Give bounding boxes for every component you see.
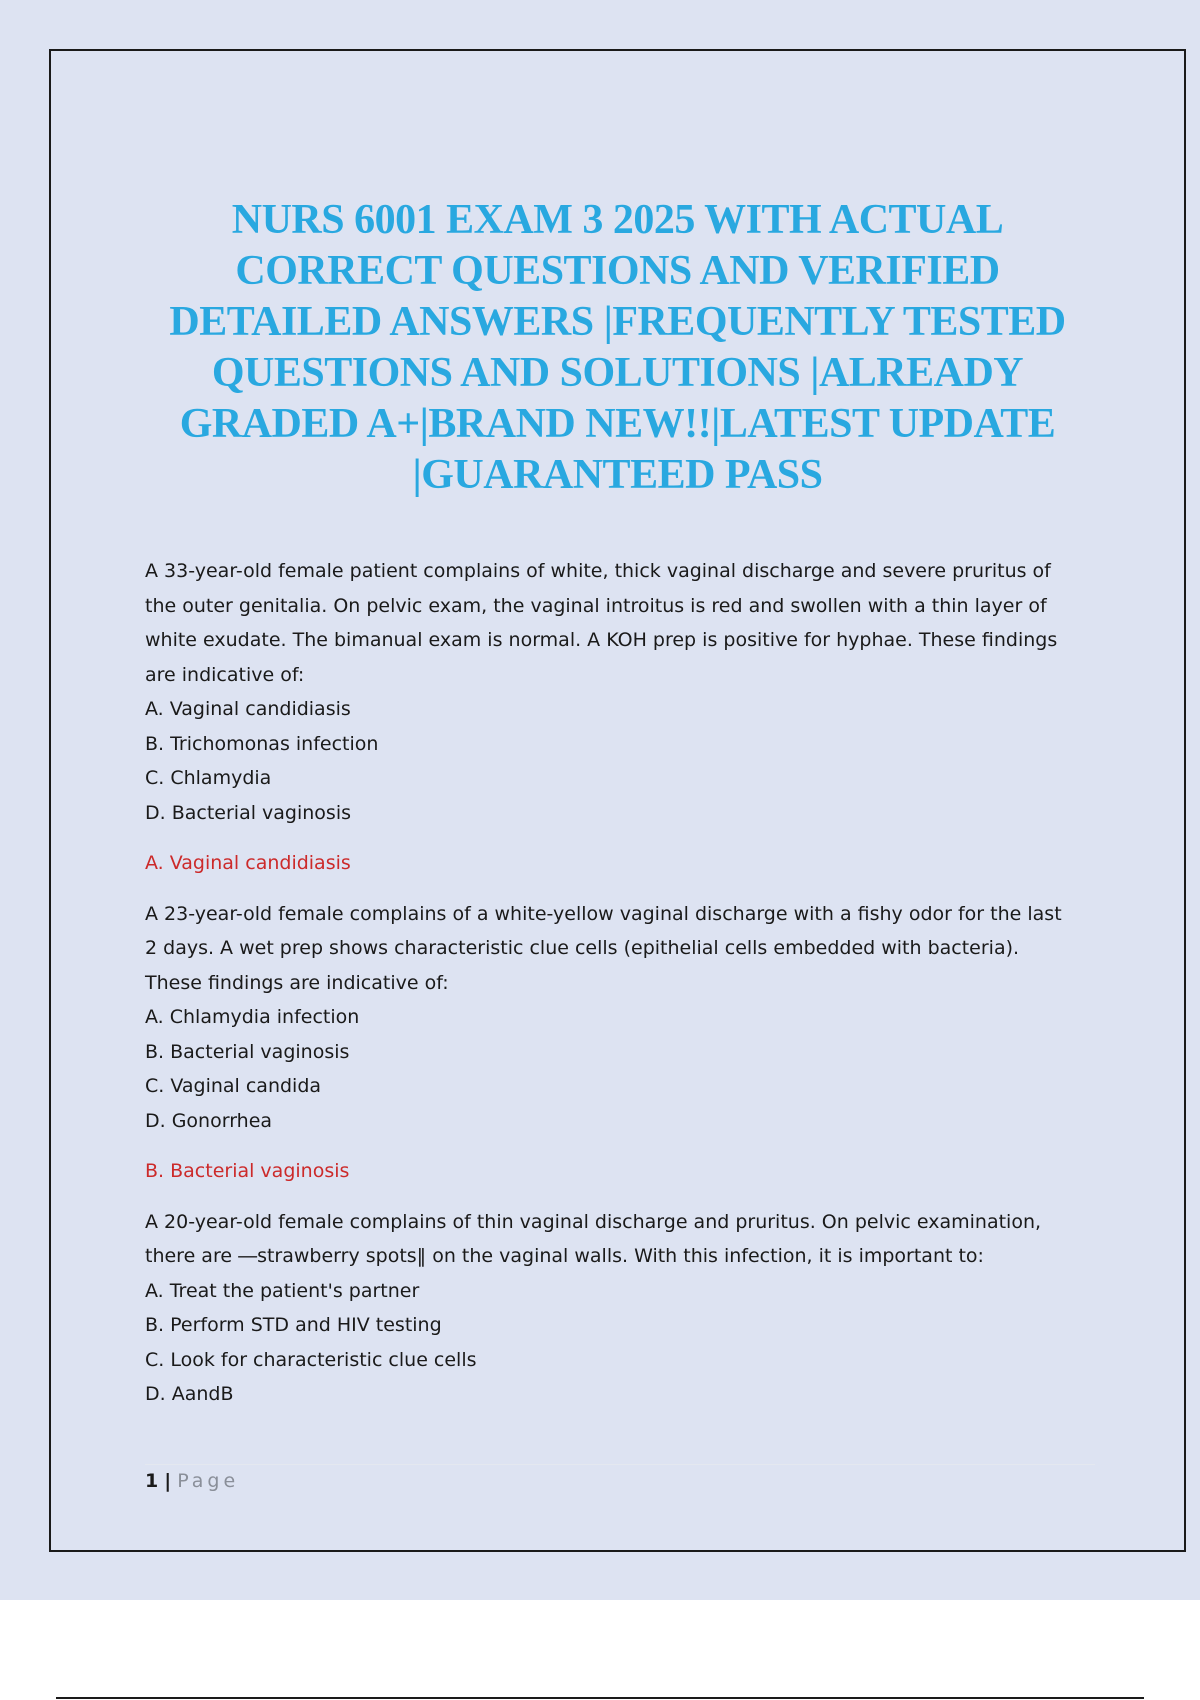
title-line: QUESTIONS AND SOLUTIONS |ALREADY xyxy=(211,350,1024,396)
option-d: D. AandB xyxy=(145,1383,234,1405)
correct-answer: A. Vaginal candidiasis xyxy=(145,852,351,874)
question-list xyxy=(145,554,1095,1412)
option-d: D. Gonorrhea xyxy=(145,1109,273,1132)
question-1 xyxy=(145,554,1095,881)
option-d: D. Bacterial vaginosis xyxy=(145,801,351,824)
title-line: CORRECT QUESTIONS AND VERIFIED xyxy=(235,248,1000,294)
question-text: 2 days. A wet prep shows characteristic clue cells (epithelial cells embedded with bacteria). xyxy=(145,937,1020,959)
question-text: there are ―strawberry spots‖ on the vaginal walls. With this infection, it is important to: xyxy=(145,1245,984,1267)
question-text: A 20-year-old female complains of thin vaginal discharge and pruritus. On pelvic examination, xyxy=(145,1210,1042,1233)
option-c: C. Chlamydia xyxy=(145,767,272,789)
question-text: A 23-year-old female complains of a white-yellow vaginal discharge with a fishy odor for the last xyxy=(145,902,1062,925)
question-text: the outer genitalia. On pelvic exam, the vaginal introitus is red and swollen with a thin layer of xyxy=(145,594,1047,617)
question-3 xyxy=(145,1205,1095,1412)
page-label: Page xyxy=(177,1470,240,1492)
option-b: B. Bacterial vaginosis xyxy=(145,1040,350,1063)
title-line: NURS 6001 EXAM 3 2025 WITH ACTUAL xyxy=(231,197,1004,243)
page-number: 1 xyxy=(145,1470,159,1492)
next-page-divider xyxy=(56,1697,1144,1699)
question-text: white exudate. The bimanual exam is normal. A KOH prep is positive for hyphae. These findings xyxy=(145,629,1058,651)
question-text: are indicative of: xyxy=(145,663,305,686)
document-title xyxy=(120,195,1115,501)
option-a: A. Chlamydia infection xyxy=(145,1006,360,1028)
option-c: C. Vaginal candida xyxy=(145,1075,322,1097)
title-line: DETAILED ANSWERS |FREQUENTLY TESTED xyxy=(169,299,1066,345)
title-line: GRADED A+|BRAND NEW!!|LATEST UPDATE xyxy=(179,401,1056,447)
question-text: A 33-year-old female patient complains of white, thick vaginal discharge and severe pruritus of xyxy=(145,560,1051,582)
option-b: B. Trichomonas infection xyxy=(145,732,379,755)
question-text: These findings are indicative of: xyxy=(145,971,449,994)
footer-divider xyxy=(145,1464,1095,1465)
option-b: B. Perform STD and HIV testing xyxy=(145,1314,442,1336)
title-line: |GUARANTEED PASS xyxy=(412,452,823,498)
question-2 xyxy=(145,897,1095,1189)
option-c: C. Look for characteristic clue cells xyxy=(145,1348,477,1371)
footer-separator: | xyxy=(164,1470,172,1492)
option-a: A. Treat the patient's partner xyxy=(145,1279,420,1302)
page-footer xyxy=(145,1470,239,1492)
correct-answer: B. Bacterial vaginosis xyxy=(145,1160,350,1182)
option-a: A. Vaginal candidiasis xyxy=(145,698,351,720)
